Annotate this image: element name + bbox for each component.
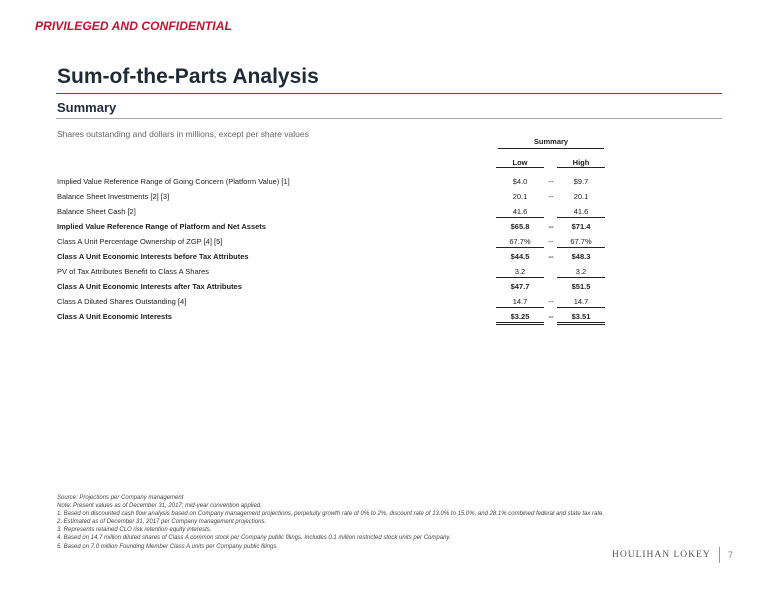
row-label: Class A Unit Percentage Ownership of ZGP [4] [5] (57, 237, 223, 246)
subtitle-divider (56, 118, 722, 119)
column-header-high: High (572, 158, 590, 167)
row-high-value: 41.6 (573, 207, 589, 216)
row-high-value: $71.4 (571, 222, 591, 231)
footnote-4: 4. Based on 14.7 million diluted shares of Class A common stock per Company public filings. Includes 0.1 million restricted stock units per Company. (57, 535, 451, 542)
table-row (57, 297, 607, 309)
column-header-low: Low (512, 158, 528, 167)
subtotal-rule-high (557, 307, 605, 308)
row-low-value: $47.7 (510, 282, 530, 291)
column-low-rule (496, 167, 544, 168)
row-high-value: $9.7 (573, 177, 589, 186)
table-row (57, 222, 607, 234)
footnote-source: Source: Projections per Company management (57, 495, 184, 501)
row-dash: -- (548, 237, 554, 246)
footnote-1: 1. Based on discounted cash flow analysis based on Company management projections, perpetuity growth rate of 0% to 2%, discount rate of 13.0% to 15.0%, and 28.1% combined federal and state tax rate. (57, 511, 604, 518)
row-label: Class A Unit Economic Interests after Tax Attributes (57, 282, 242, 291)
footnote-2: 2. Estimated as of December 31, 2017 per Company management projections. (57, 519, 267, 526)
row-low-value: $44.5 (510, 252, 530, 261)
subtotal-rule-low (496, 307, 544, 308)
row-low-value: 20.1 (512, 192, 528, 201)
row-low-value: 67.7% (509, 237, 531, 246)
summary-group-header: Summary (533, 137, 569, 146)
footnote-3: 3. Represents retained CLO risk retention equity interests. (57, 527, 212, 534)
row-label: Balance Sheet Investments [2] [3] (57, 192, 170, 201)
confidential-label: PRIVILEGED AND CONFIDENTIAL (35, 19, 232, 33)
row-high-value: 3.2 (575, 267, 587, 276)
row-low-value: $65.8 (510, 222, 530, 231)
row-dash: -- (548, 222, 554, 231)
subtotal-rule-high (557, 217, 605, 218)
row-low-value: 3.2 (514, 267, 526, 276)
row-dash: -- (548, 312, 554, 321)
footnote-5: 5. Based on 7.0 million Founding Member Class A units per Company public filings. (57, 543, 278, 550)
footnotes (57, 494, 617, 551)
row-label: Class A Unit Economic Interests before Tax Attributes (57, 252, 249, 261)
footer-divider (719, 547, 720, 563)
row-high-value: 67.7% (570, 237, 592, 246)
total-double-rule-high (557, 322, 605, 325)
row-label: Balance Sheet Cash [2] (57, 207, 136, 216)
subtotal-rule-high (557, 247, 605, 248)
row-dash: -- (548, 177, 554, 186)
row-low-value: 41.6 (512, 207, 528, 216)
footnote-note: Note: Present values as of December 31, 2017; mid-year convention applied. (57, 503, 262, 510)
table-row (57, 207, 607, 219)
row-label: Implied Value Reference Range of Going Concern (Platform Value) [1] (57, 177, 290, 186)
table-row (57, 177, 607, 189)
row-high-value: $3.51 (571, 312, 591, 321)
column-high-rule (557, 167, 605, 168)
subtotal-rule-low (496, 217, 544, 218)
row-low-value: 14.7 (512, 297, 528, 306)
table-row (57, 312, 607, 324)
subtotal-rule-low (496, 277, 544, 278)
table-row (57, 252, 607, 264)
subtotal-rule-high (557, 277, 605, 278)
row-label: Class A Unit Economic Interests (57, 312, 172, 321)
page-number: 7 (728, 550, 734, 560)
row-label: Implied Value Reference Range of Platform and Net Assets (57, 222, 266, 231)
table-row (57, 192, 607, 204)
subtotal-rule-low (496, 247, 544, 248)
table-row (57, 237, 607, 249)
table-row (57, 282, 607, 294)
summary-header-rule (498, 148, 604, 149)
table-row (57, 267, 607, 279)
row-low-value: $3.25 (510, 312, 530, 321)
row-high-value: 20.1 (573, 192, 589, 201)
row-dash: -- (548, 252, 554, 261)
row-low-value: $4.0 (512, 177, 528, 186)
section-subtitle: Summary (57, 100, 117, 115)
row-high-value: $51.5 (571, 282, 591, 291)
page-title: Sum-of-the-Parts Analysis (57, 65, 319, 88)
row-high-value: $48.3 (571, 252, 591, 261)
units-note: Shares outstanding and dollars in millions, except per share values (57, 129, 309, 139)
row-label: Class A Diluted Shares Outstanding [4] (57, 297, 187, 306)
total-double-rule-low (496, 322, 544, 325)
row-high-value: 14.7 (573, 297, 589, 306)
row-label: PV of Tax Attributes Benefit to Class A Shares (57, 267, 210, 276)
company-logo: HOULIHAN LOKEY (612, 550, 711, 560)
title-divider (56, 93, 722, 94)
row-dash: -- (548, 297, 554, 306)
row-dash: -- (548, 192, 554, 201)
